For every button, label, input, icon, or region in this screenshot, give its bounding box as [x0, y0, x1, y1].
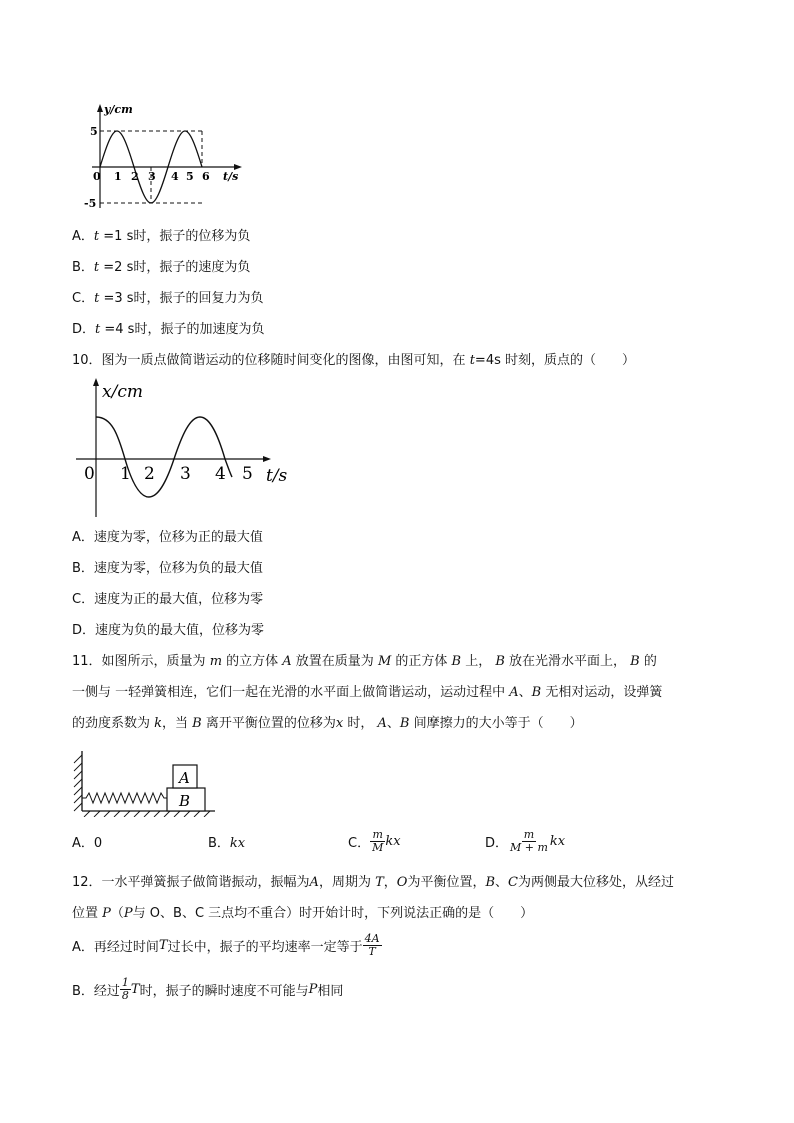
q10-x-tick-4: 4	[215, 464, 226, 484]
q10-origin: 0	[84, 464, 95, 484]
q9-y-label: y/cm	[104, 103, 133, 116]
q10-x-tick-3: 3	[180, 464, 191, 484]
q11-stem-line-2: 一侧与 一轻弹簧相连，它们一起在光滑的水平面上做简谐运动，运动过程中 A、B 无相对运动，设弹簧	[72, 685, 663, 700]
q10-option-a: A．速度为零，位移为正的最大值	[72, 530, 263, 545]
q11-option-b: B．kx	[208, 836, 246, 851]
q11-spring-block-figure	[70, 745, 220, 817]
q9-x-tick-6: 6	[202, 170, 210, 183]
q11-option-c: C． $\frac{m}{M}$ kx	[348, 828, 401, 854]
q9-y-tick-neg: -5	[84, 197, 97, 210]
q12-stem-line-1: 12．一水平弹簧振子做简谐振动，振幅为A，周期为 T，O为平衡位置，B、C为两侧最大位移处，从经过	[72, 875, 674, 890]
q10-cosine-curve	[96, 417, 232, 497]
q12-option-a-fraction: $\frac{4A}{T}$	[364, 932, 380, 958]
q12-option-a: A．再经过时间 T 过长中，振子的平均速率一定等于 $\frac{4A}{T}$	[72, 932, 380, 958]
q12-option-b-fraction: $\frac{1}{8}$	[121, 976, 129, 1002]
q10-x-label: t/s	[266, 466, 288, 486]
q10-graph	[72, 375, 297, 520]
q9-x-label: t/s	[223, 170, 239, 183]
q9-y-tick-pos: 5	[90, 125, 98, 138]
q9-option-d: D．t =4 s时，振子的加速度为负	[72, 322, 265, 337]
q11-stem-line-3: 的劲度系数为 k，当 B 离开平衡位置的位移为x 时， A、B 间摩擦力的大小等于（ ）	[72, 716, 583, 731]
q12-stem-line-2: 位置 P（P与 O、B、C 三点均不重合）时开始计时，下列说法正确的是（ ）	[72, 906, 534, 921]
q9-x-tick-3: 3	[148, 170, 156, 183]
q10-x-tick-5: 5	[242, 464, 253, 484]
q9-x-tick-4: 4	[171, 170, 179, 183]
q10-option-c: C．速度为正的最大值，位移为零	[72, 592, 264, 607]
q9-x-tick-2: 2	[131, 170, 139, 183]
q11-option-c-fraction: $\frac{m}{M}$	[372, 828, 384, 854]
q11-stem-line-1: 11．如图所示，质量为 m 的立方体 A 放置在质量为 M 的正方体 B 上， B 放在光滑水平面上， B 的	[72, 654, 657, 669]
q10-y-label: x/cm	[102, 382, 143, 402]
q10-option-d: D．速度为负的最大值，位移为零	[72, 623, 265, 638]
q10-x-tick-1: 1	[120, 464, 131, 484]
q11-option-a: A．0	[72, 836, 103, 851]
q9-option-a: A．t =1 s时，振子的位移为负	[72, 229, 251, 244]
spring	[82, 793, 167, 803]
q11-option-d: D． $\frac{m}{M + m}$ kx	[485, 828, 566, 854]
q10-option-b: B．速度为零，位移为负的最大值	[72, 561, 263, 576]
q11-option-d-fraction: $\frac{m}{M + m}$	[510, 828, 548, 854]
q10-stem: 10．图为一质点做简谐运动的位移随时间变化的图像，由图可知，在 t=4s 时刻，质点的（ ）	[72, 353, 635, 368]
q9-option-c: C．t =3 s时，振子的回复力为负	[72, 291, 264, 306]
block-b-label: B	[179, 792, 191, 810]
q9-x-tick-5: 5	[186, 170, 194, 183]
q10-x-tick-2: 2	[144, 464, 155, 484]
q9-x-tick-1: 1	[114, 170, 122, 183]
q12-option-b: B．经过 $\frac{1}{8}$ T 时，振子的瞬时速度不可能与 P 相同	[72, 976, 344, 1002]
block-a-label: A	[179, 769, 190, 787]
q9-graph	[80, 100, 250, 215]
q9-option-b: B．t =2 s时，振子的速度为负	[72, 260, 251, 275]
q9-origin: 0	[93, 170, 101, 183]
